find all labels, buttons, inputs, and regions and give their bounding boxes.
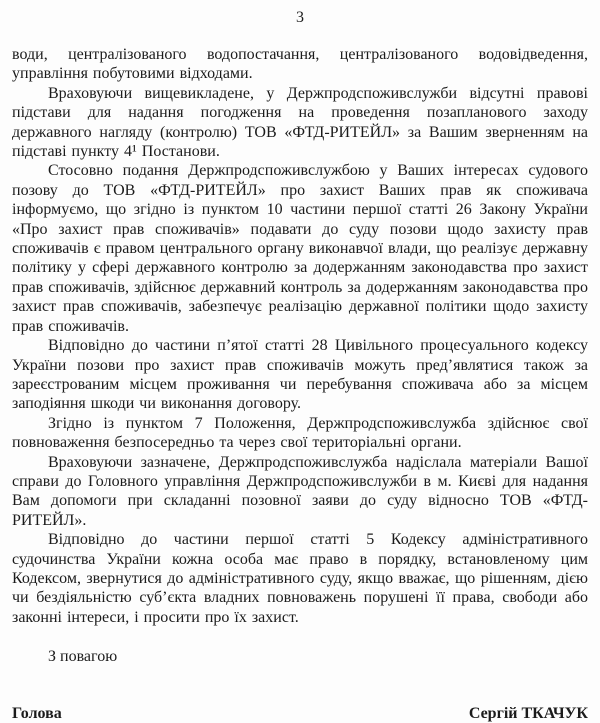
paragraph-no-legal-grounds: Враховуючи вищевикладене, у Держпродспоживслужби відсутні правові підстави для надання погодження на проведення позапланового заходу державного нагляду (контролю) ТОВ «ФТД-РИТЕЙЛ» за Вашим зверненням на підставі пункту 4¹ Постанови. — [12, 84, 588, 161]
paragraph-case-materials-sent: Враховуючи зазначене, Держпродспоживслужба надіслала матеріали Вашої справи до Головного управління Держпродспоживслужби в м. Києві для надання Вам допомоги при складанні позовної заяви до суду відносно ТОВ «ФТД-РИТЕЙЛ». — [12, 453, 588, 529]
paragraph-lawsuit-authority: Стосовно подання Держпродспоживслужбою у Ваших інтересах судового позову до ТОВ «ФТД-РИТЕЙЛ» про захист Ваших прав як споживача інформуємо, що згідно із пунктом 10 частини першої статті 26 Закону України «Про захист прав споживачів» подавати до суду позови щодо захисту прав споживачів є правом центрального органу виконавчої влади, що реалізує державну політику у сфері державного контролю за додержанням законодавства про захист прав споживачів, здійснює державний контроль за додержанням законодавства про захист прав споживачів, забезпечує реалізацію державної політики щодо захисту прав споживачів. — [12, 162, 588, 335]
closing-salutation: З повагою — [48, 648, 118, 666]
page-number: 3 — [296, 9, 304, 26]
letter-body — [12, 45, 588, 627]
paragraph-water-services: води, централізованого водопостачання, централізованого водовідведення, управління побутовими відходами. — [12, 46, 588, 83]
signature-name: Сергій ТКАЧУК — [468, 704, 588, 722]
paragraph-administrative-court: Відповідно до частини першої статті 5 Кодексу адміністративного судочинства України кожна особа має право в порядку, встановленому цим Кодексом, звернутися до адміністративного суду, якщо вважає, що рішенням, дією чи бездіяльністю суб’єкта владних повноважень порушені її права, свободи або законні інтереси, і просити про їх захист. — [12, 531, 588, 626]
paragraph-civil-procedure-code: Відповідно до частини п’ятої статті 28 Цивільного процесуального кодексу України позови про захист прав споживачів можуть пред’являтися також за зареєстрованим місцем проживання чи перебування споживача або за місцем заподіяння шкоди чи виконання договору. — [12, 337, 588, 413]
paragraph-territorial-bodies: Згідно із пунктом 7 Положення, Держпродспоживслужба здійснює свої повноваження безпосередньо та через свої територіальні органи. — [12, 414, 588, 452]
signature-row — [12, 704, 588, 723]
signature-title: Голова — [12, 704, 62, 722]
